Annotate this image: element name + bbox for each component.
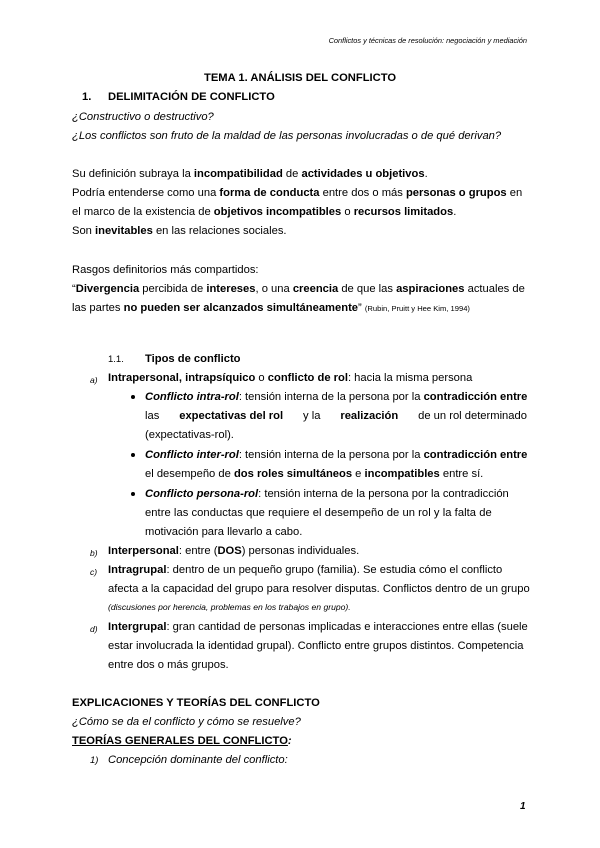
definition-line-4: Son inevitables en las relaciones sociales. — [72, 225, 287, 237]
theories-heading: TEORÍAS GENERALES DEL CONFLICTO: — [72, 735, 292, 747]
explanations-heading: EXPLICACIONES Y TEORÍAS DEL CONFLICTO — [72, 697, 320, 709]
bullet-icon — [131, 492, 135, 496]
definition-line-1: Su definición subraya la incompatibilidad de actividades u objetivos. — [72, 168, 428, 180]
question-1: ¿Constructivo o destructivo? — [72, 111, 214, 123]
section-title: DELIMITACIÓN DE CONFLICTO — [108, 91, 275, 103]
bullet-3-line-2: entre las conductas que requiere el desempeño de un rol y la falta de — [145, 507, 492, 519]
bullet-icon — [131, 395, 135, 399]
bullet-3-line-1: Conflicto persona-rol: tensión interna de la persona por la contradicción — [145, 488, 509, 500]
definition-line-3: el marco de la existencia de objetivos incompatibles o recursos limitados. — [72, 206, 457, 218]
subsection-title: Tipos de conflicto — [145, 353, 241, 365]
item-d-line-3: entre dos o más grupos. — [108, 659, 229, 671]
citation: (Rubin, Pruitt y Hee Kim, 1994) — [364, 304, 470, 313]
theory-item-1: Concepción dominante del conflicto: — [108, 754, 288, 766]
item-b: Interpersonal: entre (DOS) personas individuales. — [108, 545, 360, 557]
bullet-1-line-2: las expectativas del rol y la realización de un rol determinado — [145, 410, 527, 422]
page-number: 1 — [520, 801, 526, 812]
item-d-line-1: Intergrupal: gran cantidad de personas implicadas e interacciones entre ellas (suele — [108, 621, 528, 633]
list-marker-b: b) — [90, 548, 98, 558]
item-c-line-1: Intragrupal: dentro de un pequeño grupo (familia). Se estudia cómo el conflicto — [108, 564, 503, 576]
subsection-number: 1.1. — [108, 354, 124, 365]
section-number: 1. — [82, 91, 92, 103]
bullet-1-line-1: Conflicto intra-rol: tensión interna de la persona por la contradicción entre — [145, 391, 528, 403]
question-2: ¿Los conflictos son fruto de la maldad de las personas involucradas o de qué derivan? — [72, 130, 502, 142]
rasgos-line-1: “Divergencia percibida de intereses, o una creencia de que las aspiraciones actuales de — [72, 283, 525, 295]
list-marker-d: d) — [90, 624, 98, 634]
bullet-3-line-3: motivación para llevarlo a cabo. — [145, 526, 303, 538]
definition-line-2: Podría entenderse como una forma de conducta entre dos o más personas o grupos en — [72, 187, 523, 199]
bullet-2-line-2: el desempeño de dos roles simultáneos e incompatibles entre sí. — [145, 468, 484, 480]
item-a: Intrapersonal, intrapsíquico o conflicto de rol: hacia la misma persona — [108, 372, 473, 384]
bullet-icon — [131, 453, 135, 457]
item-d-line-2: estar involucrada la identidad grupal). Conflicto entre grupos distintos. Competencia — [108, 640, 524, 652]
running-header: Conflictos y técnicas de resolución: negociación y mediación — [328, 36, 527, 45]
page-title: TEMA 1. ANÁLISIS DEL CONFLICTO — [204, 72, 397, 84]
bullet-2-line-1: Conflicto inter-rol: tensión interna de la persona por la contradicción entre — [145, 449, 528, 461]
list-marker-1: 1) — [90, 755, 99, 766]
bullet-1-line-3: (expectativas-rol). — [145, 429, 234, 441]
item-c-line-3: (discusiones por herencia, problemas en los trabajos en grupo). — [108, 602, 351, 612]
rasgos-label: Rasgos definitorios más compartidos: — [72, 264, 259, 276]
rasgos-line-2: las partes no pueden ser alcanzados simultáneamente” (Rubin, Pruitt y Hee Kim, 1994) — [72, 302, 470, 314]
item-c-line-2: afecta a la capacidad del grupo para resolver disputas. Conflictos dentro de un grupo — [108, 583, 530, 595]
list-marker-c: c) — [90, 567, 98, 577]
list-marker-a: a) — [90, 375, 98, 385]
explanations-question: ¿Cómo se da el conflicto y cómo se resuelve? — [72, 716, 301, 728]
